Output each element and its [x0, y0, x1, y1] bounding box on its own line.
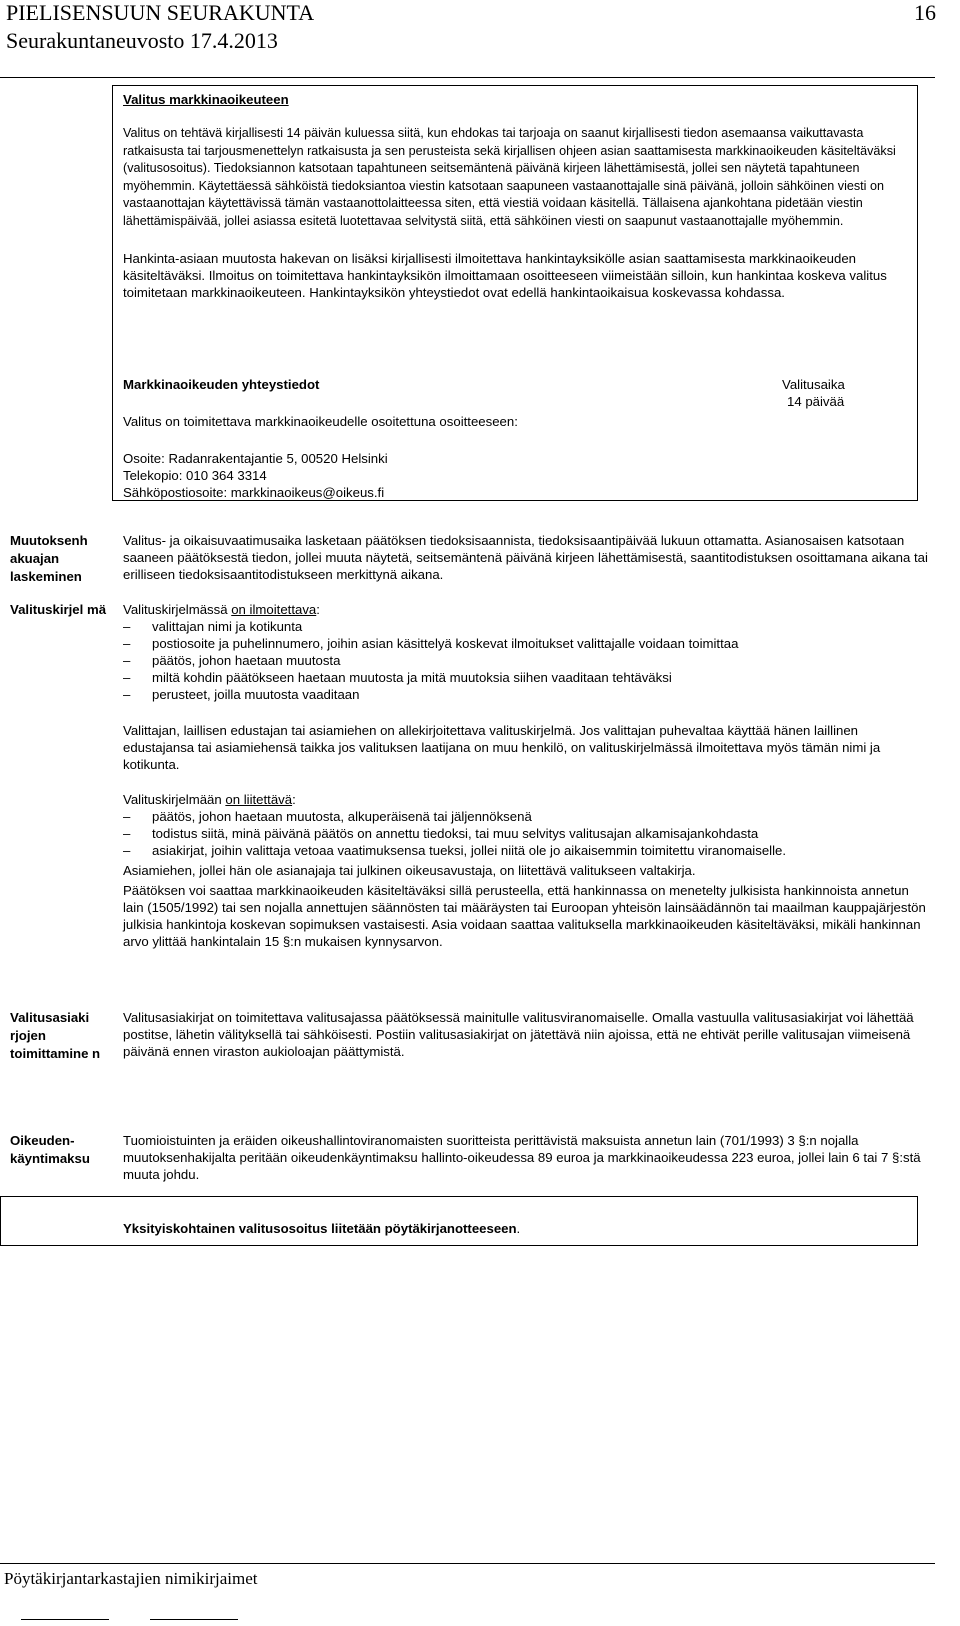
initials-line — [150, 1619, 238, 1620]
list-item: – asiakirjat, joihin valittaja vetoaa vaatimuksensa tueksi, jollei niitä ole jo aikaisemmin toimitettu viranomaiselle. — [123, 842, 929, 859]
attachments-intro-prefix: Valituskirjelmään — [123, 792, 226, 807]
court-address: Osoite: Radanrakentajantie 5, 00520 Helsinki — [123, 451, 388, 466]
list-item: – päätös, johon haetaan muutosta, alkuperäisenä tai jäljennöksenä — [123, 808, 929, 825]
notice-text — [123, 1220, 520, 1237]
court-email: Sähköpostiosoite: markkinaoikeus@oikeus.fi — [123, 485, 385, 500]
contact-heading: Markkinaoikeuden yhteystiedot — [123, 377, 320, 392]
deadline-value: 14 päivää — [787, 394, 845, 409]
meeting-title: Seurakuntaneuvosto 17.4.2013 — [6, 28, 278, 53]
contact-intro: Valitus on toimitettava markkinaoikeudelle osoitettuna osoitteeseen: — [123, 414, 518, 429]
time-calc-label: Muutoksenh akuajan laskeminen — [10, 533, 88, 584]
appeal-letter-intro-underlined: on ilmoitettava — [231, 602, 317, 617]
list-item: – postiosoite ja puhelinnumero, joihin asian käsittelyä koskevat ilmoitukset valittajalle voidaan toimittaa — [123, 635, 929, 652]
delivery-paragraph: Valitusasiakirjat on toimitettava valitusajassa päätöksessä mainitulle valitusviranomaiselle. Omalla vastuulla valitusasiakirjat voi lähettää postitse, lähetin välityksellä tai sähköisesti. Postiin valitusasiakirjat on jätettävä niin ajoissa, että ne ehtivät perille valitusajan viimeisenä päivänä ennen viraston aukioloajan päättymistä. — [123, 1010, 914, 1059]
deadline-label: Valitusaika — [782, 377, 845, 392]
appeal-box-paragraph-2: Hankinta-asiaan muutosta hakevan on lisäksi kirjallisesti ilmoitettava hankintayksikölle asian saattamisesta markkinaoikeuden käsiteltäväksi. Ilmoitus on toimitettava hankintayksikön ilmoittamaan osoitteeseen viimeistään silloin, kun hankintaa koskeva valitus toimitetaan markkinaoikeuteen. Hankintayksikön yhteystiedot ovat edellä hankintaoikaisua koskevassa kohdassa. — [123, 251, 887, 300]
appeal-letter-intro — [123, 601, 929, 618]
list-item: – perusteet, joilla muutosta vaaditaan — [123, 686, 929, 703]
contact-block — [123, 376, 683, 501]
court-fee-content — [123, 1132, 929, 1183]
organization-name: PIELISENSUUN SEURAKUNTA — [6, 0, 315, 25]
notice-text-period: . — [516, 1221, 521, 1236]
appeal-letter-intro-prefix: Valituskirjelmässä — [123, 602, 232, 617]
appeal-letter-intro-suffix: : — [316, 602, 320, 617]
attachments-intro-underlined: on liitettävä — [225, 792, 293, 807]
time-calc-text — [123, 532, 929, 583]
header-divider — [0, 77, 935, 78]
list-item: – päätös, johon haetaan muutosta — [123, 652, 929, 669]
attachments-list — [123, 808, 929, 859]
deadline-block — [782, 376, 912, 410]
footer-label: Pöytäkirjantarkastajien nimikirjaimet — [4, 1569, 258, 1588]
attachments-intro-suffix: : — [292, 792, 296, 807]
appeal-box-title: Valitus markkinaoikeuteen — [123, 92, 289, 107]
list-item: – miltä kohdin päätökseen haetaan muutosta ja mitä muutoksia siihen vaaditaan tehtäväksi — [123, 669, 929, 686]
market-court-paragraph: Päätöksen voi saattaa markkinaoikeuden käsiteltäväksi sillä perusteella, että hankinnassa on menetelty julkisista hankinnoista annetun lain (1505/1992) tai sen nojalla annettujen säännösten tai määräysten tai Euroopan yhteisön lainsäädännön tai maailman kauppajärjestön julkisia hankintoja koskevan sopimuksen vastaisesti. Asia voidaan saattaa valituksella markkinaoikeuden käsiteltäväksi, mikäli hankinnan arvo ylittää hankintalain 15 §:n mukaisen kynnysarvon. — [123, 883, 926, 949]
required-info-list — [123, 618, 929, 703]
delivery-content — [123, 1009, 929, 1060]
proxy-paragraph: Asiamiehen, jollei hän ole asianajaja tai julkinen oikeusavustaja, on liitettävä valitukseen valtakirja. — [123, 863, 696, 878]
court-fax: Telekopio: 010 364 3314 — [123, 468, 267, 483]
appeal-letter-content — [123, 601, 929, 950]
delivery-label: Valitusasiaki rjojen toimittamine n — [10, 1010, 101, 1061]
court-fee-label: Oikeuden-käyntimaksu — [10, 1133, 90, 1166]
initials-line — [21, 1619, 109, 1620]
signature-paragraph: Valittajan, laillisen edustajan tai asiamiehen on allekirjoitettava valituskirjelmä. Jos valittajan puhevaltaa käyttää hänen laillinen edustajansa tai asiamiehensä taikka jos valituksen laatijana on muu henkilö, on valituskirjelmässä ilmoitettava myös tämän nimi ja kotikunta. — [123, 723, 881, 772]
time-calc-paragraph: Valitus- ja oikaisuvaatimusaika lasketaan päätöksen tiedoksisaannista, tiedoksisaantipäivää lukuun ottamatta. Asianosaisen katsotaan saaneen päätöksestä tiedon, jollei muuta näytetä, seitsemäntenä päivänä kirjeen lähettämisestä, saantitodistuksen osoittamana aikana tai erilliseen tiedoksisaantitodistukseen merkittynä aikana. — [123, 533, 928, 582]
footer-divider — [0, 1563, 935, 1564]
list-item: – valittajan nimi ja kotikunta — [123, 618, 929, 635]
attachments-intro — [123, 791, 929, 808]
court-fee-paragraph: Tuomioistuinten ja eräiden oikeushallintoviranomaisten suoritteista perittävistä maksuista annetun lain (701/1993) 3 §:n nojalla muutoksenhakijalta peritään oikeudenkäyntimaksu hallinto-oikeudessa 89 euroa ja markkinaoikeudessa 223 euroa, jollei lain 6 tai 7 §:stä muuta johdu. — [123, 1133, 921, 1182]
appeal-box-content — [123, 91, 913, 301]
notice-text-bold: Yksityiskohtainen valitusosoitus liitetään pöytäkirjanotteeseen — [123, 1221, 517, 1236]
appeal-letter-label: Valituskirjel mä — [10, 602, 107, 617]
list-item: – todistus siitä, minä päivänä päätös on annettu tiedoksi, tai muu selvitys valitusajan alkamisajankohdasta — [123, 825, 929, 842]
appeal-box-paragraph-1: Valitus on tehtävä kirjallisesti 14 päivän kuluessa siitä, kun ehdokas tai tarjoaja on saanut kirjallisesti tiedon asemaansa vaikuttavasta ratkaisusta tai tarjousmenettelyn ratkaisusta ja sen perusteista sekä kirjallisen ohjeen asian saattamisesta markkinaoikeuden käsiteltäväksi (valitusosoitus). Tiedoksiannon katsotaan tapahtuneen seitsemäntenä päivänä kirjeen lähettämisestä, jollei sen näytetä tapahtuneen myöhemmin. Käytettäessä sähköistä tiedoksiantoa viestin katsotaan saapuneen vastaanottajalle sinä päivänä, jolloin sähköinen viesti on vastaanottajan käytettävissä tämän vastaanottolaitteessa siten, että viestiä voidaan käsitellä. Tällaisena ajankohtana pidetään viestin lähettämispäivää, jollei asiassa esitetä luotettavaa selvitystä siitä, että sähköinen viesti on saapunut vastaanottajalle myöhemmin. — [123, 126, 896, 228]
page-number: 16 — [914, 0, 936, 25]
